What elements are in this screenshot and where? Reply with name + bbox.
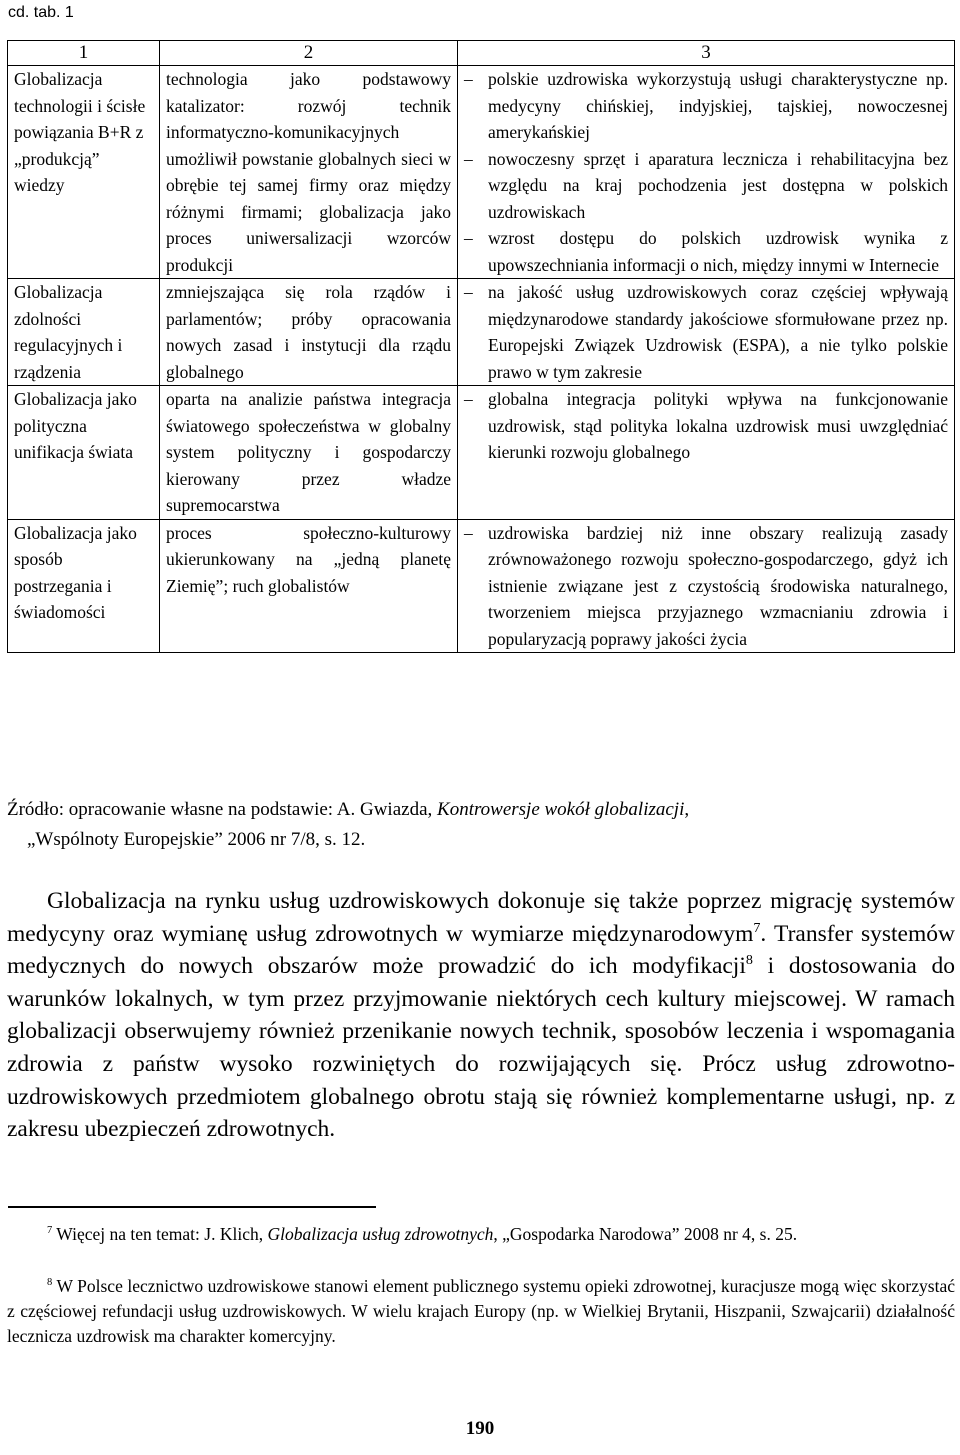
footnote-number: 8 [47,1277,53,1289]
row-description: oparta na analizie państwa integracja światowego społeczeństwa w globalny system polityczny i gospodarczy kierowany przez władze supremocarstwa [160,386,458,520]
row-effects [458,279,955,386]
row-effects [458,386,955,520]
row-category: Globalizacja jako polityczna unifikacja świata [8,386,160,520]
table-row [8,66,955,279]
footnote-title: Globalizacja usług zdrowotnych [267,1224,494,1244]
effect-item: – na jakość usług uzdrowiskowych coraz częściej wpływają międzynarodowe standardy jakościowe sformułowane przez np. Europejski Związek Uzdrowisk (ESPA), a nie tylko polskie prawo w tym zakresie [464,279,948,385]
column-header-2: 2 [160,41,458,66]
footnote-ref-7[interactable]: 7 [753,919,761,936]
body-paragraph [7,885,955,1146]
column-header-3: 3 [458,41,955,66]
row-effects [458,519,955,653]
row-description: technologia jako podstawowy katalizator: rozwój technik informatyczno-komunikacyjnych umożliwił powstanie globalnych sieci w obrębie tej samej firmy oraz między różnymi firmami; globalizacja jako proces uniwersalizacji wzorców produkcji [160,66,458,279]
source-line-2: „Wspólnoty Europejskie” 2006 nr 7/8, s. 12. [27,829,366,850]
footnote-text: W Polsce lecznictwo uzdrowiskowe stanowi element publicznego systemu opieki zdrowotnej, kuracjusze mogą więc skorzystać z częściowej refundacji usług uzdrowiskowych. W wielu krajach Europy (np. w Wielkiej Brytanii, Hiszpanii, Szwajcarii) działalność lecznicza uzdrowisk ma charakter komercyjny. [7,1276,955,1346]
source-title: Kontrowersje wokół globalizacji [437,799,685,820]
effect-item: – wzrost dostępu do polskich uzdrowisk wynika z upowszechniania informacji o nich, między innymi w Internecie [464,225,948,278]
row-description: proces społeczno-kulturowy ukierunkowany na „jedną planetę Ziemię”; ruch globalistów [160,519,458,653]
column-header-1: 1 [8,41,160,66]
footnote-7 [7,1222,955,1247]
footnote-ref-8[interactable]: 8 [745,952,753,969]
source-prefix: Źródło: opracowanie własne na podstawie: A. Gwiazda, [7,799,438,820]
effect-item: – uzdrowiska bardziej niż inne obszary realizują zasady zrównoważonego rozwoju społeczno-gospodarczego, gdyż ich istnienie związane jest z czystością środowiska naturalnego, tworzeniem miejsca przyjaznego wzmacnianiu zdrowia i popularyzacją poprawy jakości życia [464,520,948,653]
row-category: Globalizacja jako sposób postrzegania i świadomości [8,519,160,653]
paragraph-text-3: i dostosowania do warunków lokalnych, w tym przez przyjmowanie niektórych cech kultury miejscowej. W ramach globalizacji obserwujemy również przenikanie nowych technik, sposobów leczenia i wspomagania zdrowia z państw wysoko rozwiniętych do rozwijających się. Prócz usług zdrowotno-uzdrowiskowych przedmiotem globalnego obrotu stają się również komplementarne usługi, np. z zakresu ubezpieczeń zdrowotnych. [7,953,955,1143]
page-number: 190 [465,1418,495,1439]
row-category: Globalizacja zdolności regulacyjnych i rządzenia [8,279,160,386]
effect-item: – nowoczesny sprzęt i aparatura lecznicza i rehabilitacyjna bez względu na kraj pochodzenia jest dostępna w polskich uzdrowiskach [464,146,948,226]
row-description: zmniejszająca się rola rządów i parlamentów; próby opracowania nowych zasad i instytucji dla rządu globalnego [160,279,458,386]
globalization-table [7,40,955,653]
source-suffix: , [684,799,690,820]
table-row [8,279,955,386]
table-row [8,386,955,520]
row-effects [458,66,955,279]
effect-item: – polskie uzdrowiska wykorzystują usługi charakterystyczne np. medycyny chińskiej, indyjskiej, tajskiej, nowoczesnej amerykańskiej [464,66,948,146]
footnote-8 [7,1274,955,1349]
footnote-number: 7 [47,1225,53,1237]
table-row [8,519,955,653]
footnote-separator [8,1206,376,1208]
effect-item: – globalna integracja polityki wpływa na funkcjonowanie uzdrowisk, stąd polityka lokalna uzdrowisk musi uwzględniać kierunki rozwoju globalnego [464,386,948,466]
table-continuation-label: cd. tab. 1 [8,4,74,21]
footnote-text: , „Gospodarka Narodowa” 2008 nr 4, s. 25. [493,1224,798,1244]
table-source-note [7,795,952,855]
paragraph-text-1: Globalizacja na rynku usług uzdrowiskowych dokonuje się także poprzez migrację systemów medycyny oraz wymianę usług zdrowotnych w wymiarze międzynarodowym [7,888,955,947]
row-category: Globalizacja technologii i ścisłe powiązania B+R z „produkcją” wiedzy [8,66,160,279]
table-header-row [8,41,955,66]
paragraph-text-2: . Transfer systemów medycznych do nowych obszarów może prowadzić do ich modyfikacji [7,920,955,980]
footnote-text: Więcej na ten temat: J. Klich, [52,1224,268,1244]
